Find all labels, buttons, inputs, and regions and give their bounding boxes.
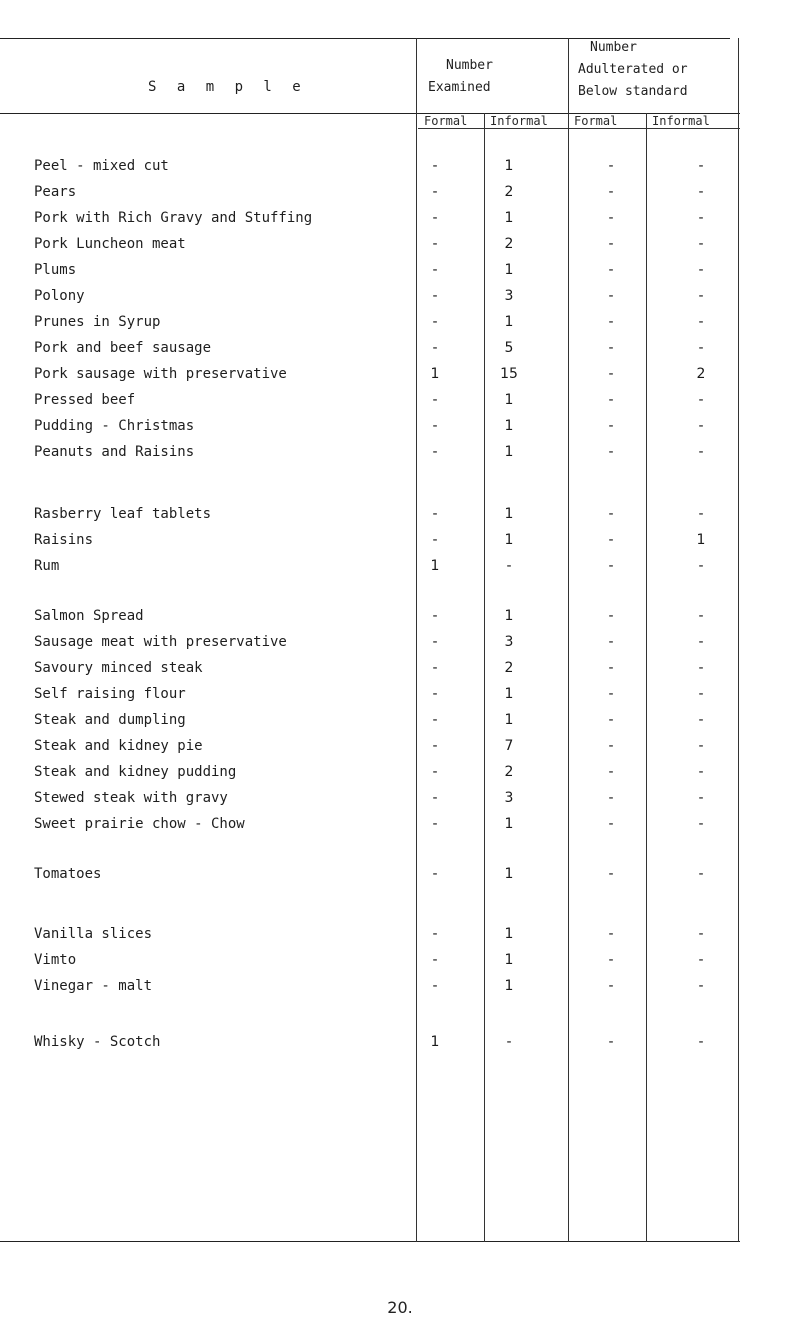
adulterated-formal-value: -: [608, 660, 614, 676]
table-row: [0, 976, 760, 998]
adulterated-formal-value: -: [608, 418, 614, 434]
adulterated-formal-value: -: [608, 816, 614, 832]
examined-formal-value: -: [432, 236, 438, 252]
header-examined-line1: Number: [446, 58, 493, 73]
adulterated-informal-value: -: [698, 978, 704, 994]
sample-name: Raisins: [34, 532, 94, 548]
table-row: [0, 556, 760, 578]
adulterated-formal-value: -: [608, 764, 614, 780]
table-row: [0, 182, 760, 204]
adulterated-informal-value: -: [698, 926, 704, 942]
sample-name: Peanuts and Raisins: [34, 444, 195, 460]
table-row: [0, 864, 760, 886]
adulterated-formal-value: -: [608, 184, 614, 200]
examined-formal-value: -: [432, 634, 438, 650]
sample-name: Pudding - Christmas: [34, 418, 195, 434]
sample-name: Steak and kidney pie: [34, 738, 203, 754]
table-row: [0, 788, 760, 810]
table-row: [0, 208, 760, 230]
adulterated-formal-value: -: [608, 686, 614, 702]
table-row: [0, 814, 760, 836]
table-row: [0, 658, 760, 680]
adulterated-informal-value: -: [698, 558, 704, 574]
examined-informal-value: 2: [504, 236, 514, 252]
examined-informal-value: 3: [504, 790, 514, 806]
table-row: [0, 312, 760, 334]
examined-informal-value: 1: [504, 418, 514, 434]
adulterated-formal-value: -: [608, 314, 614, 330]
adulterated-formal-value: -: [608, 608, 614, 624]
adulterated-informal-value: -: [698, 184, 704, 200]
adulterated-informal-value: -: [698, 210, 704, 226]
sample-name: Plums: [34, 262, 77, 278]
adulterated-formal-value: -: [608, 506, 614, 522]
examined-informal-value: 1: [504, 926, 514, 942]
examined-formal-value: -: [432, 952, 438, 968]
table-row: [0, 1032, 760, 1054]
sample-name: Tomatoes: [34, 866, 102, 882]
examined-formal-value: -: [432, 926, 438, 942]
table-top-rule: [0, 38, 730, 39]
sample-name: Pork Luncheon meat: [34, 236, 186, 252]
examined-formal-value: -: [432, 790, 438, 806]
examined-formal-value: -: [432, 978, 438, 994]
examined-formal-value: -: [432, 660, 438, 676]
examined-informal-value: 3: [504, 288, 514, 304]
subheader-examined-formal: Formal: [424, 114, 468, 128]
adulterated-informal-value: -: [698, 444, 704, 460]
adulterated-formal-value: -: [608, 738, 614, 754]
adulterated-formal-value: -: [608, 262, 614, 278]
adulterated-informal-value: -: [698, 262, 704, 278]
examined-formal-value: -: [432, 532, 438, 548]
adulterated-informal-value: -: [698, 236, 704, 252]
sample-name: Whisky - Scotch: [34, 1034, 161, 1050]
table-bottom-rule: [0, 1241, 740, 1242]
examined-formal-value: -: [432, 738, 438, 754]
examined-informal-value: 7: [504, 738, 514, 754]
adulterated-informal-value: -: [698, 634, 704, 650]
adulterated-informal-value: -: [698, 952, 704, 968]
examined-informal-value: 1: [504, 608, 514, 624]
examined-formal-value: -: [432, 866, 438, 882]
examined-informal-value: 1: [504, 866, 514, 882]
sample-name: Steak and dumpling: [34, 712, 186, 728]
adulterated-informal-value: -: [698, 686, 704, 702]
sample-name: Vanilla slices: [34, 926, 153, 942]
examined-informal-value: -: [506, 558, 512, 574]
adulterated-informal-value: -: [698, 738, 704, 754]
adulterated-informal-value: -: [698, 816, 704, 832]
examined-formal-value: -: [432, 506, 438, 522]
examined-formal-value: -: [432, 262, 438, 278]
examined-informal-value: 2: [504, 660, 514, 676]
examined-formal-value: 1: [430, 1034, 440, 1050]
table-row: [0, 762, 760, 784]
adulterated-informal-value: -: [698, 392, 704, 408]
examined-formal-value: -: [432, 158, 438, 174]
table-row: [0, 156, 760, 178]
adulterated-informal-value: 2: [696, 366, 706, 382]
table-row: [0, 338, 760, 360]
examined-formal-value: -: [432, 392, 438, 408]
examined-informal-value: 2: [504, 764, 514, 780]
adulterated-formal-value: -: [608, 158, 614, 174]
table-row: [0, 364, 760, 386]
examined-informal-value: 1: [504, 262, 514, 278]
examined-formal-value: -: [432, 314, 438, 330]
table-row: [0, 632, 760, 654]
adulterated-formal-value: -: [608, 392, 614, 408]
adulterated-formal-value: -: [608, 790, 614, 806]
adulterated-informal-value: -: [698, 608, 704, 624]
examined-formal-value: -: [432, 764, 438, 780]
table-row: [0, 260, 760, 282]
examined-formal-value: -: [432, 210, 438, 226]
sample-name: Steak and kidney pudding: [34, 764, 237, 780]
sample-name: Prunes in Syrup: [34, 314, 161, 330]
adulterated-informal-value: -: [698, 866, 704, 882]
adulterated-formal-value: -: [608, 288, 614, 304]
examined-formal-value: -: [432, 816, 438, 832]
subheader-adulterated-informal: Informal: [652, 114, 710, 128]
adulterated-formal-value: -: [608, 866, 614, 882]
sample-name: Pears: [34, 184, 77, 200]
examined-formal-value: 1: [430, 366, 440, 382]
examined-formal-value: -: [432, 340, 438, 356]
adulterated-formal-value: -: [608, 532, 614, 548]
header-adulterated-line2: Adulterated or: [578, 62, 688, 77]
adulterated-informal-value: 1: [696, 532, 706, 548]
adulterated-formal-value: -: [608, 558, 614, 574]
adulterated-formal-value: -: [608, 210, 614, 226]
adulterated-formal-value: -: [608, 1034, 614, 1050]
table-row: [0, 234, 760, 256]
sample-name: Rasberry leaf tablets: [34, 506, 212, 522]
examined-formal-value: -: [432, 686, 438, 702]
examined-informal-value: 3: [504, 634, 514, 650]
header-adulterated-line3: Below standard: [578, 84, 688, 99]
sample-name: Sweet prairie chow - Chow: [34, 816, 245, 832]
adulterated-formal-value: -: [608, 634, 614, 650]
sample-name: Pork sausage with preservative: [34, 366, 287, 382]
sample-name: Rum: [34, 558, 60, 574]
examined-informal-value: 2: [504, 184, 514, 200]
examined-informal-value: 1: [504, 816, 514, 832]
sample-name: Peel - mixed cut: [34, 158, 169, 174]
sample-name: Polony: [34, 288, 85, 304]
table-row: [0, 606, 760, 628]
table-row: [0, 442, 760, 464]
adulterated-informal-value: -: [698, 340, 704, 356]
examined-formal-value: -: [432, 444, 438, 460]
adulterated-formal-value: -: [608, 952, 614, 968]
examined-informal-value: 5: [504, 340, 514, 356]
table-row: [0, 924, 760, 946]
examined-informal-value: 1: [504, 158, 514, 174]
adulterated-informal-value: -: [698, 790, 704, 806]
sample-name: Self raising flour: [34, 686, 186, 702]
adulterated-informal-value: -: [698, 158, 704, 174]
examined-informal-value: 1: [504, 444, 514, 460]
examined-formal-value: -: [432, 288, 438, 304]
examined-formal-value: -: [432, 608, 438, 624]
adulterated-formal-value: -: [608, 340, 614, 356]
sample-name: Stewed steak with gravy: [34, 790, 228, 806]
page-number: 20.: [387, 1298, 413, 1317]
table-row: [0, 950, 760, 972]
adulterated-informal-value: -: [698, 314, 704, 330]
adulterated-formal-value: -: [608, 978, 614, 994]
table-row: [0, 710, 760, 732]
adulterated-informal-value: -: [698, 764, 704, 780]
examined-informal-value: 1: [504, 712, 514, 728]
examined-formal-value: 1: [430, 558, 440, 574]
adulterated-informal-value: -: [698, 288, 704, 304]
subheader-examined-informal: Informal: [490, 114, 548, 128]
examined-informal-value: 1: [504, 686, 514, 702]
examined-informal-value: 1: [504, 952, 514, 968]
examined-informal-value: 15: [500, 366, 518, 382]
table-row: [0, 684, 760, 706]
examined-formal-value: -: [432, 418, 438, 434]
sample-name: Salmon Spread: [34, 608, 144, 624]
sample-name: Vimto: [34, 952, 77, 968]
adulterated-informal-value: -: [698, 712, 704, 728]
examined-informal-value: 1: [504, 978, 514, 994]
sample-name: Vinegar - malt: [34, 978, 153, 994]
sample-name: Sausage meat with preservative: [34, 634, 287, 650]
adulterated-formal-value: -: [608, 712, 614, 728]
adulterated-formal-value: -: [608, 444, 614, 460]
adulterated-formal-value: -: [608, 926, 614, 942]
subheader-adulterated-formal: Formal: [574, 114, 618, 128]
sample-name: Savoury minced steak: [34, 660, 203, 676]
sample-name: Pork and beef sausage: [34, 340, 212, 356]
header-bottom-rule: [0, 113, 740, 114]
examined-informal-value: 1: [504, 532, 514, 548]
adulterated-formal-value: -: [608, 366, 614, 382]
examined-informal-value: 1: [504, 314, 514, 330]
header-examined-line2: Examined: [428, 80, 491, 95]
examined-informal-value: -: [506, 1034, 512, 1050]
examined-formal-value: -: [432, 184, 438, 200]
examined-informal-value: 1: [504, 392, 514, 408]
table-row: [0, 530, 760, 552]
sample-name: Pressed beef: [34, 392, 136, 408]
adulterated-formal-value: -: [608, 236, 614, 252]
subheader-rule: [418, 128, 740, 129]
examined-informal-value: 1: [504, 506, 514, 522]
sample-name: Pork with Rich Gravy and Stuffing: [34, 210, 313, 226]
adulterated-informal-value: -: [698, 660, 704, 676]
examined-formal-value: -: [432, 712, 438, 728]
table-row: [0, 390, 760, 412]
header-sample: S a m p l e: [148, 79, 307, 95]
table-row: [0, 416, 760, 438]
adulterated-informal-value: -: [698, 506, 704, 522]
adulterated-informal-value: -: [698, 1034, 704, 1050]
table-row: [0, 504, 760, 526]
table-row: [0, 736, 760, 758]
header-adulterated-line1: Number: [590, 40, 637, 55]
examined-informal-value: 1: [504, 210, 514, 226]
adulterated-informal-value: -: [698, 418, 704, 434]
table-row: [0, 286, 760, 308]
